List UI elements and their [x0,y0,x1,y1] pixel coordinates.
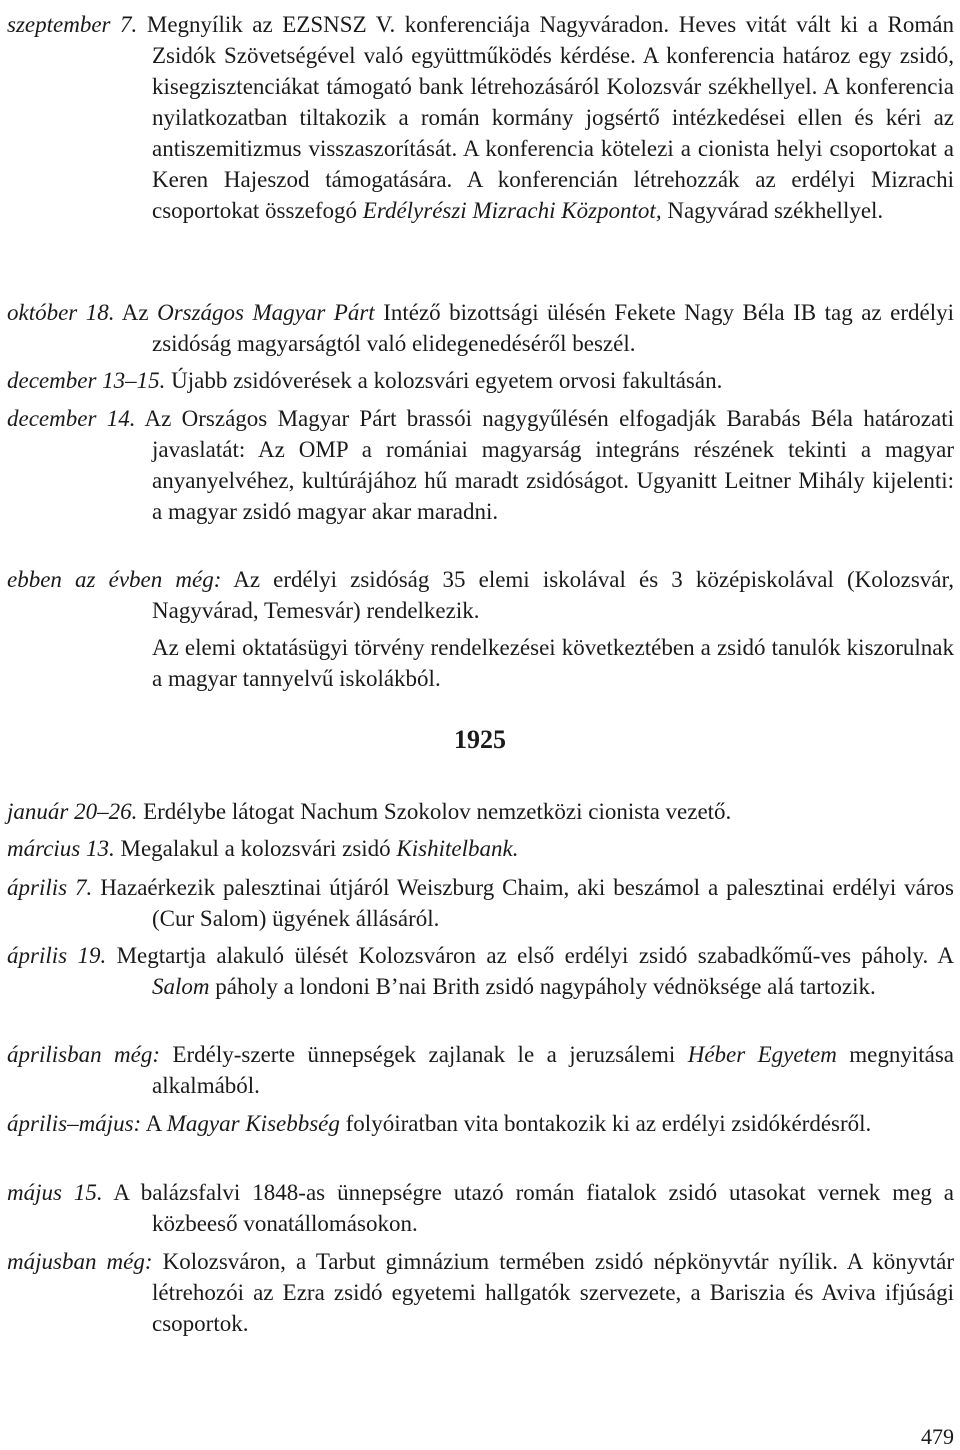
entry-text: Erdély-szerte ünnepségek zajlanak le a jeruzsálemi [160,1042,688,1067]
entry-date: március 13. [7,836,115,861]
entry-text: Intéző bizottsági ülésén Fekete Nagy Béla IB tag az erdélyi zsidóság magyarságtól való elidegenedéséről beszél. [152,300,954,356]
year-heading: 1925 [454,725,506,754]
chronology-entry-apr7 [7,872,954,934]
entry-text-italic: Salom [152,974,210,999]
page-number: 479 [921,1424,954,1449]
chronology-entry-may-more [7,1246,954,1339]
entry-date: május 15. [7,1180,103,1205]
chronology-entry-dec13 [7,365,954,396]
chronology-entry-may15 [7,1177,954,1239]
chronology-entry-year-summary [7,564,954,626]
chronology-entry-oct18 [7,297,954,359]
entry-date: ebben az évben még: [7,567,222,592]
entry-text: Nagyvárad székhellyel. [661,198,884,223]
entry-text: megnyitása alkalmából. [152,1042,955,1098]
entry-date: májusban még: [7,1249,153,1274]
entry-text: Kolozsváron, a Tarbut gimnázium termében zsidó népkönyvtár nyílik. A könyvtár létrehozói az Ezra zsidó egyetemi hallgatók szervezete, a Bariszia és Aviva ifjúsági csoportok. [152,1249,954,1336]
chronology-entry-apr19 [7,940,954,1002]
entry-text-italic: Héber Egyetem [687,1042,837,1067]
chronology-entry-mar13 [7,833,954,864]
entry-text-italic: Erdélyrészi Mizrachi Központot, [362,198,662,223]
entry-date: december 13–15. [7,368,166,393]
chronology-entry-dec14 [7,403,954,527]
entry-text: Megalakul a kolozsvári zsidó [114,836,397,861]
entry-date: április 19. [7,943,107,968]
entry-text: A balázsfalvi 1848-as ünnepségre utazó román fiatalok zsidó utasokat vernek meg a közbeeső vonatállomásokon. [102,1180,955,1236]
entry-text-italic: Kishitelbank. [396,836,519,861]
entry-date: január 20–26. [7,799,138,824]
chronology-entry-jan20 [7,796,954,827]
entry-text: Az Országos Magyar Párt brassói nagygyűlésén elfogadják Barabás Béla határozati javaslatát: Az OMP a romániai magyarság integráns részének tekinti a magyar anyanyelvéhez, kultúrájához hű maradt zsidóságot. Ugyanitt Leitner Mihály kijelenti: a magyar zsidó magyar akar maradni. [135,406,954,524]
entry-text: Az [114,300,158,325]
entry-text: Az erdélyi zsidóság 35 elemi iskolával és 3 középiskolával (Kolozsvár, Nagyvárad, Temesvár) rendelkezik. [152,567,954,623]
entry-date: december 14. [7,406,136,431]
chronology-entry-april-more [7,1039,954,1101]
entry-text: Megtartja alakuló ülését Kolozsváron az első erdélyi zsidó szabadkőmű-ves páholy. A [106,943,954,968]
entry-text-italic: Országos Magyar Párt [157,300,375,325]
chronology-entry-sep7 [7,9,954,226]
entry-date: október 18. [7,300,115,325]
chronology-entry-apr-may [7,1108,954,1139]
entry-text: Újabb zsidóverések a kolozsvári egyetem orvosi fakultásán. [165,368,723,393]
entry-text: Megnyílik az EZSNSZ V. konferenciája Nagyváradon. Heves vitát vált ki a Román Zsidók Szövetségével való együttműködés kérdése. A konferencia határoz egy zsidó, kisegzisztenciákat támogató bank létrehozásáról Kolozsvár székhellyel. A konferencia nyilatkozatban tiltakozik a román kormány jogsértő intézkedései ellen és kéri az antiszemitizmus visszaszorítását. A konferencia kötelezi a cionista helyi csoportokat a Keren Hajeszod támogatására. A konferencián létrehozzák az erdélyi Mizrachi csoportokat összefogó [137,12,954,223]
entry-text-italic: Magyar Kisebbség [166,1111,340,1136]
entry-text: páholy a londoni B’nai Brith zsidó nagypáholy védnöksége alá tartozik. [209,974,876,999]
entry-date: áprilisban még: [7,1042,160,1067]
entry-text: A [141,1111,167,1136]
entry-date: április 7. [7,875,93,900]
entry-text: Hazaérkezik palesztinai útjáról Weiszburg Chaim, aki beszámol a palesztinai erdélyi város (Cur Salom) ügyének állásáról. [92,875,955,931]
entry-text: Erdélybe látogat Nachum Szokolov nemzetközi cionista vezető. [137,799,732,824]
entry-date: szeptember 7. [7,12,138,37]
entry-date: április–május: [7,1111,142,1136]
entry-text: Az elemi oktatásügyi törvény rendelkezései következtében a zsidó tanulók kiszorulnak a magyar tannyelvű iskolákból. [152,635,954,691]
entry-text: folyóiratban vita bontakozik ki az erdélyi zsidókérdésről. [339,1111,872,1136]
chronology-entry-continuation [7,632,954,694]
